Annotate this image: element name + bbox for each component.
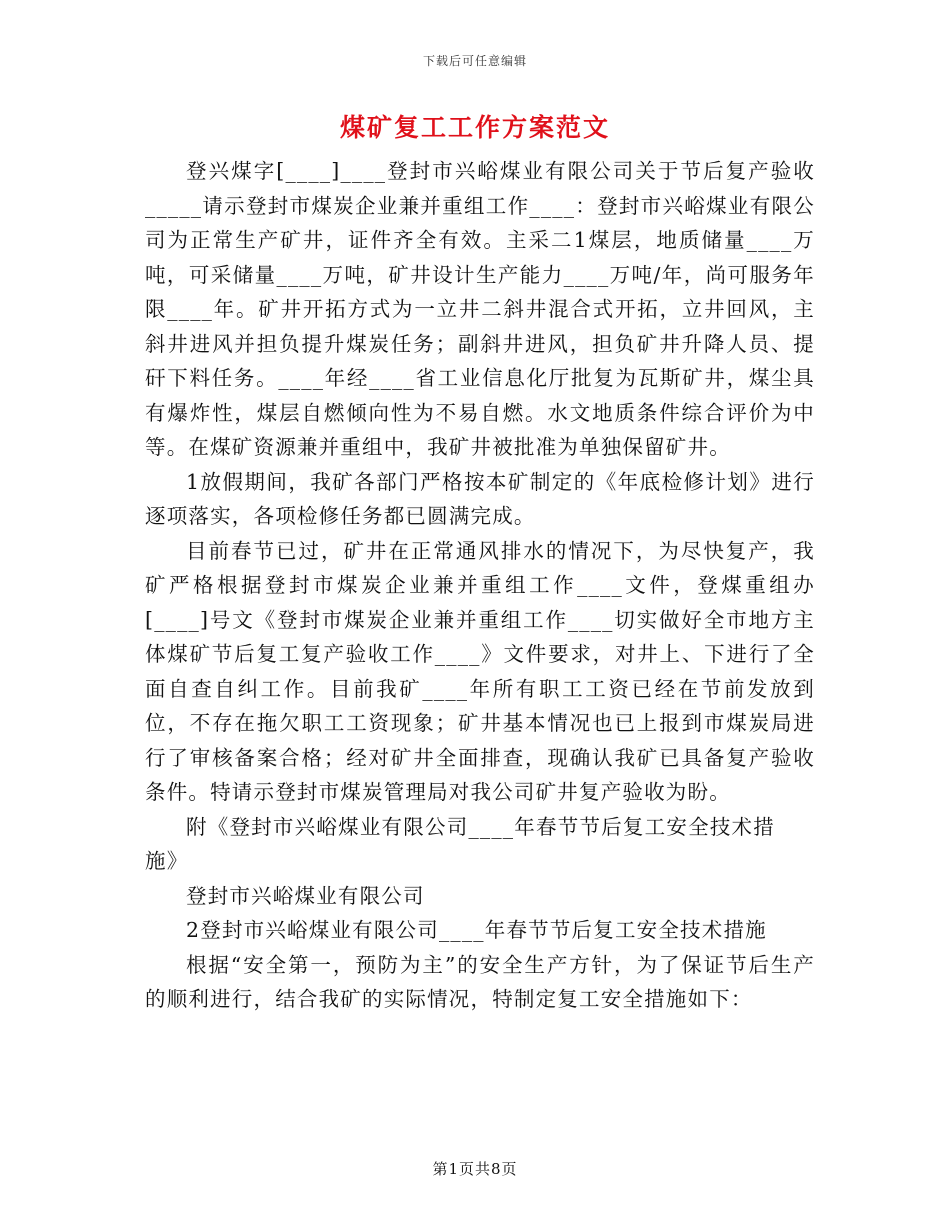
- header-note: 下载后可任意编辑: [422, 54, 527, 68]
- document-title: 煤矿复工工作方案范文: [339, 113, 610, 142]
- paragraph-safety-measures-title: 2登封市兴峪煤业有限公司____年春节节后复工安全技术措施: [186, 918, 767, 942]
- paragraph-signature-company: 登封市兴峪煤业有限公司: [186, 883, 425, 908]
- paragraph-safety-principle: 根据“安全第一，预防为主”的安全生产方针，为了保证节后生产的顺利进行，结合我矿的实际情况，特制定复工安全措施如下：: [145, 952, 815, 1011]
- paragraph-attachment: 附《登封市兴峪煤业有限公司____年春节节后复工安全技术措施》: [145, 814, 775, 873]
- paragraph-resumption-check: 目前春节已过，矿井在正常通风排水的情况下，为尽快复产，我矿严格根据登封市煤炭企业兼并重组工作____文件，登煤重组办[____]号文《登封市煤炭企业兼并重组工作____切实做好全市地方主体煤矿节后复工复产验收工作____》文件要求，对井上、下进行了全面自查自纠工作。目前我矿____年所有职工工资已经在节前发放到位，不存在拖欠职工工资现象；矿井基本情况也已上报到市煤炭局进行了审核备案合格；经对矿井全面排查，现确认我矿已具备复产验收条件。特请示登封市煤炭管理局对我公司矿井复产验收为盼。: [145, 538, 815, 804]
- paragraph-holiday-maintenance: 1放假期间，我矿各部门严格按本矿制定的《年底检修计划》进行逐项落实，各项检修任务都已圆满完成。: [145, 469, 815, 528]
- page-footer: 第1页共8页: [432, 1160, 518, 1178]
- paragraph-request-intro: 登兴煤字[____]____登封市兴峪煤业有限公司关于节后复产验收_____请示登封市煤炭企业兼并重组工作____：登封市兴峪煤业有限公司为正常生产矿井，证件齐全有效。主采二1煤层，地质储量____万吨，可采储量____万吨，矿井设计生产能力____万吨/年，尚可服务年限____年。矿井开拓方式为一立井二斜井混合式开拓，立井回风，主斜井进风并担负提升煤炭任务；副斜井进风，担负矿井升降人员、提矸下料任务。____年经____省工业信息化厅批复为瓦斯矿井，煤尘具有爆炸性，煤层自燃倾向性为不易自燃。水文地质条件综合评价为中等。在煤矿资源兼并重组中，我矿井被批准为单独保留矿井。: [145, 159, 815, 459]
- document-body: [145, 154, 815, 1017]
